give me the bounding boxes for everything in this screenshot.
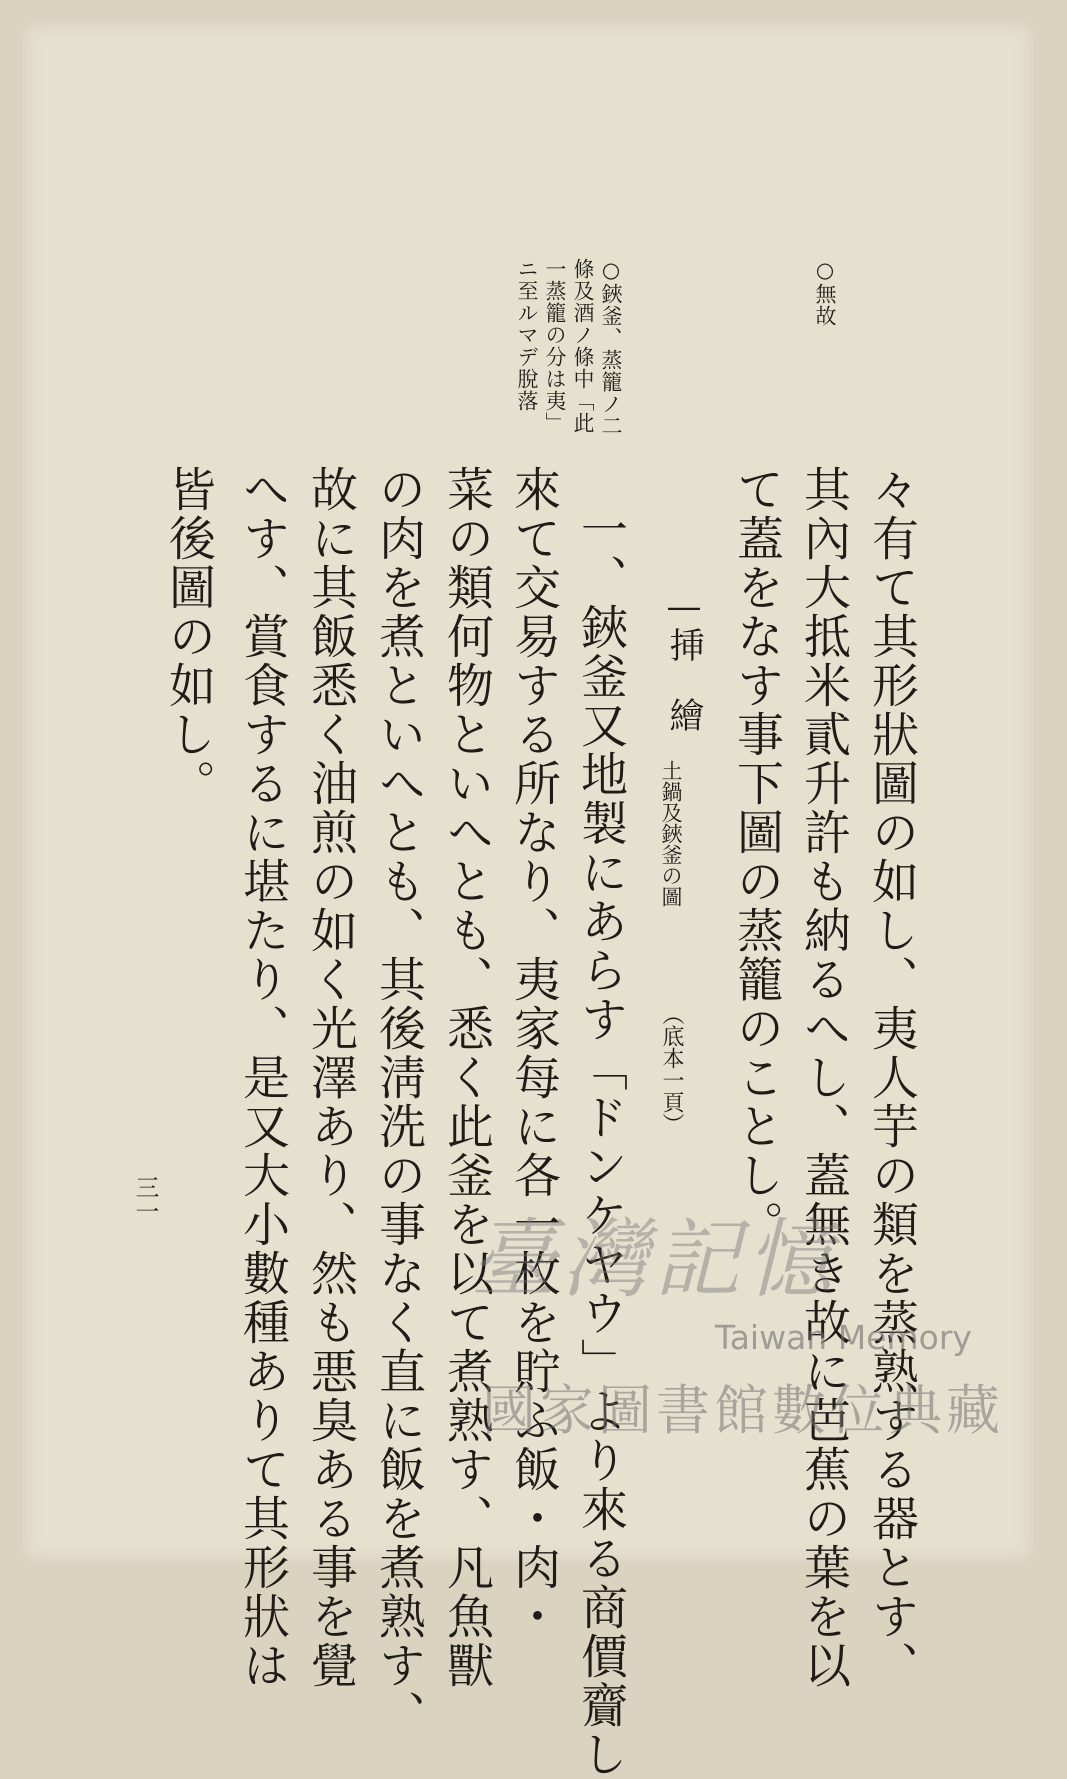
figure-caption: 土鍋及鋏釜の圖	[659, 760, 683, 907]
text-column-2: 其內大抵米貳升許も納るへし、蓋無き故に芭蕉の葉を以	[796, 465, 851, 1690]
watermark-english: Taiwan Memory	[715, 1318, 972, 1357]
text-column-9: へす、賞食するに堪たり、是又大小數種ありて其形狀は	[235, 465, 290, 1690]
figure-heading: —挿 繪	[664, 587, 704, 732]
margin-note-line: 一蒸籠の分は夷」	[543, 258, 567, 434]
margin-note-line: ニ至ルマデ脫落	[515, 258, 539, 412]
text-column-6: 菜の類何物といへとも、悉く此釜を以て煮熟す、凡魚獸	[439, 465, 494, 1690]
page-number: 三一	[131, 1175, 159, 1223]
text-column-3: て蓋をなす事下圖の蒸籠のことし。	[729, 465, 784, 1249]
margin-note-line: 條及酒ノ條中「此	[571, 258, 595, 434]
watermark-institution: 國家圖書館數位典藏	[482, 1379, 1004, 1442]
text-column-1: 々有て其形狀圖の如し、夷人芋の類を蒸熟する器とす、	[864, 465, 919, 1690]
margin-note-line: ○鋏釜、蒸籠ノ二	[599, 258, 623, 437]
text-column-8: 故に其飯悉く油煎の如く光澤あり、然も悪臭ある事を覺	[303, 465, 358, 1690]
text-column-10: 皆後圖の如し。	[161, 465, 216, 808]
text-column-5: 來て交易する所なり、夷家每に各一枚を貯ふ飯・肉・	[506, 465, 561, 1641]
margin-note-top: ○無故	[813, 258, 837, 327]
text-column-4: 一、鋏釜又地製にあらす「ドンケヤウ」より來る商價齎し	[573, 505, 628, 1779]
figure-reference: （底本一頁）	[659, 1003, 684, 1135]
watermark-logo: 臺灣記憶	[470, 1210, 838, 1310]
text-column-7: の肉を煮といへとも、其後淸洗の事なく直に飯を煮熟す、	[371, 465, 426, 1739]
